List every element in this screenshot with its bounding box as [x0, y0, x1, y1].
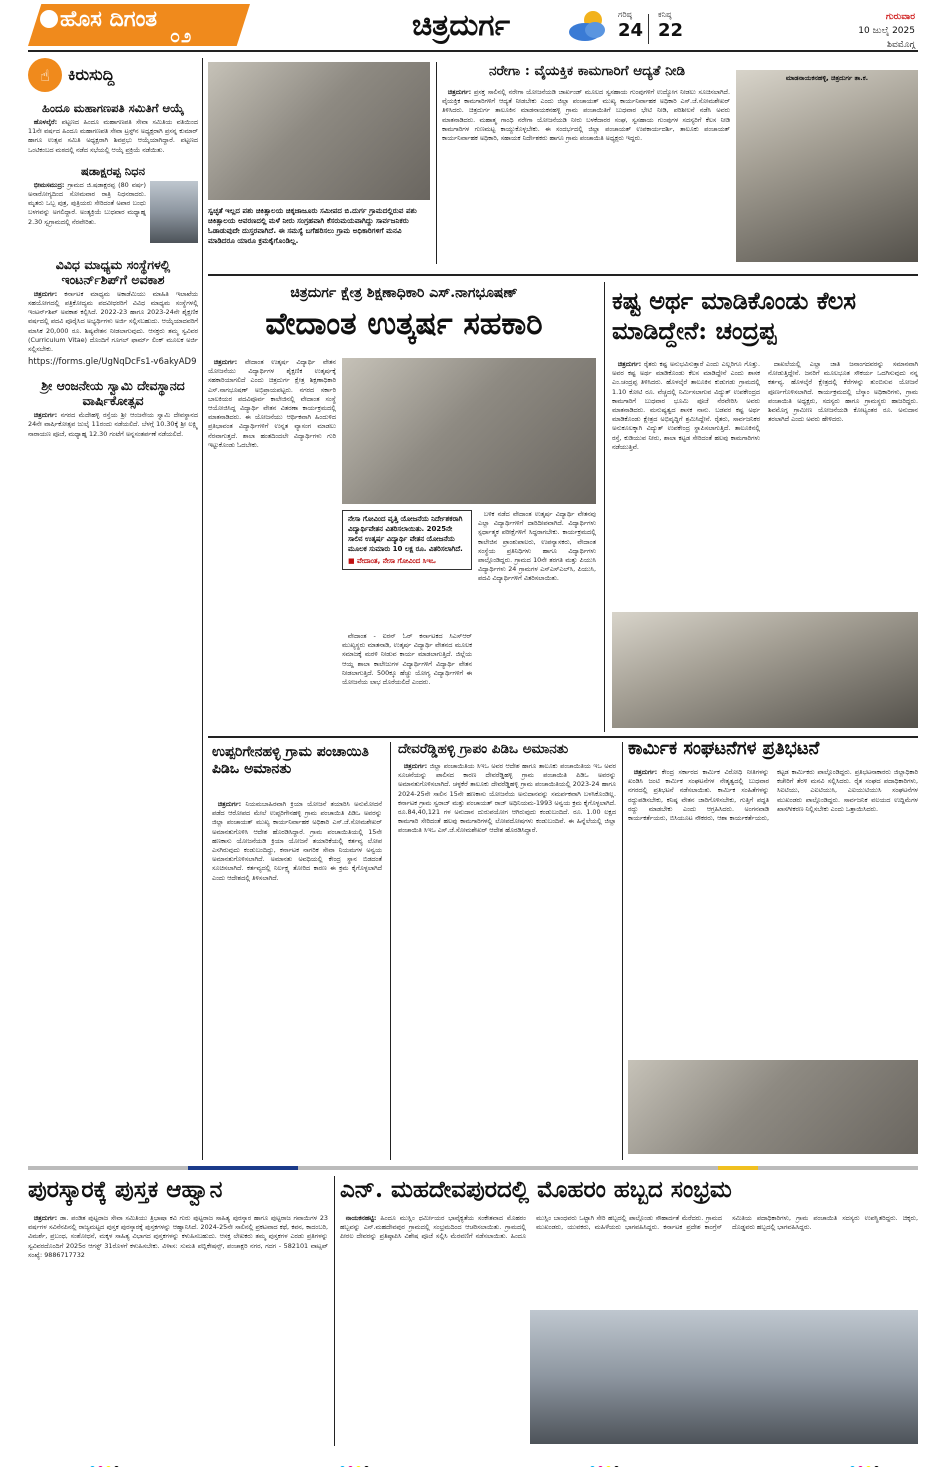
vedanta-caption: ನೇಸಾ ಗೋವಿಂದ ವೃತ್ತಿ ಯೋಜನೆಯ ನಿರ್ದೇಶಕರಾಗಿ ವಿದ್ಯಾರ್ಥಿವೇತನ ವಿತರಿಸಲಾಯಿತು. 2025ನೇ ಸಾಲಿನ ಉತ್ಕರ್ಷ ವಿದ್ಯಾರ್ಥಿ ವೇತನ ಯೋಜನೆಯ ಮೂಲಕ ಸುಮಾರು 10 ಲಕ್ಷ ರೂ. ವಿತರಿಸಲಾಗಿದೆ. — [348, 515, 463, 553]
devareddy-dateline: ಚಿತ್ರದುರ್ಗ: — [403, 762, 428, 770]
registration-marks — [590, 1456, 622, 1467]
nrega-photo — [736, 70, 918, 262]
max-temp: 24 — [618, 20, 644, 41]
brief-text: ಪಟ್ಟಣದ ಹಿಂದೂ ಮಹಾಗಣಪತಿ ಸೇವಾ ಸಮಿತಿಯ ವತಿಯಿಂದ 11ನೇ ವರ್ಷದ ಹಿಂದೂ ಮಹಾಗಣಪತಿ ಸೇವಾ ಟ್ರಸ್ಟ್‌ನ ಅಧ್ಯಕ್ಷರಾಗಿ ಪ್ರಸನ್ನ ಕುಮಾರ್ ಹಾಗೂ ಉತ್ಸವ ಸಮಿತಿ ಅಧ್ಯಕ್ಷರಾಗಿ ಶಿವಪ್ರಭು ಆಯ್ಕೆಯಾಗಿದ್ದಾರೆ. ಪಟ್ಟಣದ ಒಂಟಿಕಂಬದ ಮಠದಲ್ಲಿ ನಡೆದ ಸಭೆಯಲ್ಲಿ ಆಯ್ಕೆ ಪ್ರಕ್ರಿಯೆ ನಡೆಯಿತು. — [28, 118, 198, 154]
karmika-text: ಕೇಂದ್ರ ಸರ್ಕಾರದ ಕಾರ್ಮಿಕ ವಿರೋಧಿ ನೀತಿಗಳನ್ನು ಖಂಡಿಸಿ ಜಂಟಿ ಕಾರ್ಮಿಕ ಸಂಘಟನೆಗಳ ನೇತೃತ್ವದಲ್ಲಿ ಬುಧವಾರ ನಗರದಲ್ಲಿ ಪ್ರತಿಭಟನೆ ನಡೆಸಲಾಯಿತು. ಕಾರ್ಮಿಕ ಸಂಹಿತೆಗಳನ್ನು ರದ್ದುಪಡಿಸಬೇಕು, ಕನಿಷ್ಠ ವೇತನ ಜಾರಿಗೊಳಿಸಬೇಕು, ಗುತ್ತಿಗೆ ಪದ್ಧತಿ ರದ್ದು ಮಾಡಬೇಕು ಎಂದು ಆಗ್ರಹಿಸಿದರು. ಅಂಗನವಾಡಿ ಕಾರ್ಯಕರ್ತೆಯರು, ಬಿಸಿಯೂಟ ನೌಕರರು, ಆಶಾ ಕಾರ್ಯಕರ್ತೆಯರು, ಕಟ್ಟಡ ಕಾರ್ಮಿಕರು ಪಾಲ್ಗೊಂಡಿದ್ದರು. ಪ್ರತಿಭಟನಾಕಾರರು ಜಿಲ್ಲಾಧಿಕಾರಿ ಕಚೇರಿಗೆ ತೆರಳಿ ಮನವಿ ಸಲ್ಲಿಸಿದರು. ರೈತ ಸಂಘದ ಪದಾಧಿಕಾರಿಗಳು, ಸಿಐಟಿಯು, ಎಐಟಿಯುಸಿ, ಎಐಯುಟಿಯುಸಿ ಸಂಘಟನೆಗಳ ಮುಖಂಡರು ಪಾಲ್ಗೊಂಡಿದ್ದರು. ಸಾರ್ವಜನಿಕ ವಲಯದ ಉದ್ದಿಮೆಗಳ ಖಾಸಗೀಕರಣ ನಿಲ್ಲಿಸಬೇಕು ಎಂದು ಒತ್ತಾಯಿಸಿದರು. — [628, 768, 918, 823]
max-temp-block — [618, 10, 643, 41]
moharam-dateline: ನಾಯಕನಹಟ್ಟಿ: — [345, 1214, 377, 1222]
registration-marks — [850, 1456, 882, 1467]
newspaper-logo: ಹೊಸ ದಿಗಂತ — [60, 6, 158, 32]
briefs-column — [28, 58, 198, 440]
nrega-dateline: ಚಿತ್ರದುರ್ಗ: — [447, 88, 472, 96]
chandrappa-text-right: ದಾಖಲೆಯಲ್ಲಿ ಎಲ್ಲಾ ಜಾತಿ ಜನಾಂಗದವರನ್ನು ಸಮಾನವಾಗಿ ನೋಡುತ್ತಿದ್ದೇನೆ. ಜನರಿಗೆ ಮೂಲಭೂತ ಸೌಕರ್ಯ ಒದಗಿಸುವುದು ನನ್ನ ಕರ್ತವ್ಯ. ಹೊಳಲ್ಕೆರೆ ಕ್ಷೇತ್ರದಲ್ಲಿ ಕೆರೆಗಳನ್ನು ತುಂಬಿಸುವ ಯೋಜನೆ ಪೂರ್ಣಗೊಳಿಸಲಾಗಿದೆ. ಕಾರ್ಯಕ್ರಮದಲ್ಲಿ ಬೆಸ್ಕಾಂ ಅಧಿಕಾರಿಗಳು, ಗ್ರಾಮ ಪಂಚಾಯಿತಿ ಅಧ್ಯಕ್ಷರು, ಸದಸ್ಯರು ಹಾಗೂ ಗ್ರಾಮಸ್ಥರು ಹಾಜರಿದ್ದರು. ಶಿವಮೊಗ್ಗ ಗ್ರಾಮೀಣ ಯೋಜನೆಯಡಿ ಕೋಟ್ಯಂತರ ರೂ. ಅನುದಾನ ತರಲಾಗಿದೆ ಎಂದು ಅವರು ಹೇಳಿದರು. — [768, 360, 918, 424]
briefs-header — [28, 58, 198, 92]
weather-cloud-icon — [565, 8, 609, 44]
nrega-photo-sign: ಮಾಡನಾಯಕನಹಳ್ಳಿ, ಚಿತ್ರದುರ್ಗ ತಾ.ಕ. — [785, 74, 869, 82]
vedanta-caption-box — [342, 510, 472, 570]
brief-text: ನಗರದ ಮೆದೇಹಳ್ಳಿ ರಸ್ತೆಯ ಶ್ರೀ ಆಂಜನೇಯ ಸ್ವಾಮಿ ದೇವಸ್ಥಾನದ 24ನೇ ವಾರ್ಷಿಕೋತ್ಸವ ಜುಲೈ 11ರಂದು ನಡೆಯಲಿದೆ. ಬೆಳಗ್ಗೆ 10.30ಕ್ಕೆ ಶ್ರೀ ಲಕ್ಷ್ಮಿ ನಾರಾಯಣ ಪೂಜೆ, ಮಧ್ಯಾಹ್ನ 12.30 ಗಂಟೆಗೆ ಅನ್ನಸಂತರ್ಪಣೆ ನಡೆಯಲಿದೆ. — [28, 411, 198, 438]
nrega-headline: ನರೇಗಾ : ವೈಯಕ್ತಿಕ ಕಾಮಗಾರಿಗೆ ಆದ್ಯತೆ ನೀಡಿ — [488, 63, 686, 79]
page-number: ೦೨ — [170, 26, 193, 47]
moharam-headline: ಎನ್. ಮಹದೇವಪುರದಲ್ಲಿ ಮೊಹರಂ ಹಬ್ಬದ ಸಂಭ್ರಮ — [340, 1176, 732, 1203]
moharam-text: ಹಿಂದೂ ಮುಸ್ಲಿಂ ಧರ್ಮೀಯರ ಭಾವೈಕ್ಯತೆಯ ಸಂಕೇತವಾದ ಮೊಹರಂ ಹಬ್ಬವನ್ನು ಎನ್.ಮಹದೇವಪುರ ಗ್ರಾಮದಲ್ಲಿ ಸಂಭ್ರಮದಿಂದ ಆಚರಿಸಲಾಯಿತು. ಗ್ರಾಮದಲ್ಲಿ ಪೀರಲ ದೇವರನ್ನು ಪ್ರತಿಷ್ಠಾಪಿಸಿ ವಿಶೇಷ ಪೂಜೆ ಸಲ್ಲಿಸಿ ಮೆರವಣಿಗೆ ನಡೆಸಲಾಯಿತು. ಹಿಂದೂ ಮುಸ್ಲಿಂ ಬಾಂಧವರು ಒಟ್ಟಾಗಿ ಸೇರಿ ಹಬ್ಬದಲ್ಲಿ ಪಾಲ್ಗೊಂಡು ಸೌಹಾರ್ದತೆ ಮೆರೆದರು. ಗ್ರಾಮದ ಮುಖಂಡರು, ಯುವಕರು, ಮಹಿಳೆಯರು ಭಾಗವಹಿಸಿದ್ದರು. ಕರ್ನಾಟಕ ಪ್ರದೇಶ ಕಾಂಗ್ರೆಸ್ ಸಮಿತಿಯ ಪದಾಧಿಕಾರಿಗಳು, ಗ್ರಾಮ ಪಂಚಾಯಿತಿ ಸದಸ್ಯರು ಉಪಸ್ಥಿತರಿದ್ದರು. ಚಿಕ್ಕರು, ದೊಡ್ಡವರು ಹಬ್ಬದಲ್ಲಿ ಭಾಗವಹಿಸಿದ್ದರು. — [340, 1214, 918, 1241]
brief-headline: ಷಡಾಕ್ಷರಪ್ಪ ನಿಧನ — [81, 163, 145, 178]
chandrappa-headline: ಕಷ್ಟ ಅರ್ಥ ಮಾಡಿಕೊಂಡು ಕೆಲಸ ಮಾಡಿದ್ದೇನೆ: ಚಂದ್ರಪ್ಪ — [612, 286, 856, 345]
pustaka-dateline: ಚಿತ್ರದುರ್ಗ: — [33, 1214, 58, 1222]
uppari-body — [212, 800, 382, 884]
devareddy-text: ಜಿಲ್ಲಾ ಪಂಚಾಯಿತಿಯ ಸಿಇಒ ಅವರ ಆದೇಶ ಹಾಗೂ ತಾಲೂಕು ಪಂಚಾಯಿತಿಯ ಇಒ ಅವರ ಸೂಚನೆಯನ್ನು ಪಾಲಿಸದ ಕಾರಣ ದೇವರೆಡ್ಡಿಹಳ್ಳಿ ಗ್ರಾಮ ಪಂಚಾಯಿತಿ ಪಿಡಿಒ ಅವರನ್ನು ಅಮಾನತುಗೊಳಿಸಲಾಗಿದೆ. ಚಳ್ಳಕೆರೆ ತಾಲೂಕು ದೇವರೆಡ್ಡಿಹಳ್ಳಿ ಗ್ರಾಮ ಪಂಚಾಯಿತಿಯಲ್ಲಿ 2023-24 ಹಾಗೂ 2024-25ನೇ ಸಾಲಿನ 15ನೇ ಹಣಕಾಸು ಯೋಜನೆಯ ಅನುದಾನವನ್ನು ಸಮರ್ಪಕವಾಗಿ ಬಳಸಿಕೊಂಡಿಲ್ಲ. ಕರ್ನಾಟಕ ಗ್ರಾಮ ಸ್ವರಾಜ್ ಮತ್ತು ಪಂಚಾಯತ್ ರಾಜ್ ಅಧಿನಿಯಮ-1993 ಅನ್ವಯ ಕ್ರಮ ಕೈಗೊಳ್ಳಲಾಗಿದೆ. ರೂ.84,40,121 ಗಳ ಅನುದಾನ ದುರುಪಯೋಗ ಆಗಿರುವುದು ಕಂಡುಬಂದಿದೆ. ರೂ. 1.00 ಲಕ್ಷದ ಕಾಮಗಾರಿ ಸೇರಿದಂತೆ ಹಲವು ಕಾಮಗಾರಿಗಳಲ್ಲಿ ಲೋಪದೋಷಗಳು ಕಂಡುಬಂದಿವೆ. ಈ ಹಿನ್ನೆಲೆಯಲ್ಲಿ ಜಿಲ್ಲಾ ಪಂಚಾಯಿತಿ ಸಿಇಒ ಎಸ್.ಜೆ.ಸೋಮಶೇಖರ್ ಆದೇಶ ಹೊರಡಿಸಿದ್ದಾರೆ. — [398, 762, 616, 835]
edition-name: ಶಿವಮೊಗ್ಗ — [887, 40, 915, 50]
pustaka-text: ಡಾ. ಪಂಡಿತ ಪುಟ್ಟರಾಜ ಸೇವಾ ಸಮಿತಿಯು ತ್ರಿಭಾಷಾ ಕವಿ ಗುರು ಪುಟ್ಟರಾಜ ಸಾಹಿತ್ಯ ಪುರಸ್ಕಾರ ಹಾಗೂ ಪುಟ್ಟರಾಜ ಗವಾಯಿಗಳ 23 ವರ್ಷಗಳ ಸವಿನೆನಪಿನಲ್ಲಿ ರಾಜ್ಯಮಟ್ಟದ ಪುಸ್ತಕ ಪುರಸ್ಕಾರಕ್ಕೆ ಪುಸ್ತಕಗಳನ್ನು ಆಹ್ವಾನಿಸಿದೆ. 2024-25ನೇ ಸಾಲಿನಲ್ಲಿ ಪ್ರಕಟವಾದ ಕಥೆ, ಕವನ, ಕಾದಂಬರಿ, ವಿಮರ್ಶೆ, ಪ್ರಬಂಧ, ಸಂಶೋಧನೆ, ಮಕ್ಕಳ ಸಾಹಿತ್ಯ ವಿಭಾಗದ ಪುಸ್ತಕಗಳನ್ನು ಕಳುಹಿಸಬಹುದು. ಆಸಕ್ತ ಲೇಖಕರು ತಮ್ಮ ಪುಸ್ತಕಗಳ ಎರಡು ಪ್ರತಿಗಳನ್ನು ಸ್ವವಿವರದೊಂದಿಗೆ 2025ರ ಆಗಸ್ಟ್ 31ರೊಳಗೆ ಕಳುಹಿಸಬೇಕು. ವಿಳಾಸ: ಸುಮತಿ ಪಬ್ಲಿಕೇಷನ್ಸ್, ಪಂಚಾಕ್ಷರಿ ನಗರ, ಗದಗ - 582101 ವಾಟ್ಸಪ್ ಸಂಖ್ಯೆ: 9886717732 — [28, 1214, 328, 1259]
uppari-headline: ಉಪ್ಪರಿಗೇನಹಳ್ಳಿ ಗ್ರಾಮ ಪಂಚಾಯಿತಿ ಪಿಡಿಒ ಅಮಾನತು — [212, 744, 369, 777]
pustaka-headline: ಪುರಸ್ಕಾರಕ್ಕೆ ಪುಸ್ತಕ ಆಹ್ವಾನ — [28, 1176, 223, 1203]
vedanta-body-mid — [342, 632, 472, 688]
vet-hospital-caption: ಸ್ವಚ್ಛತೆ ಇಲ್ಲದ ಪಶು ಚಿಕಿತ್ಸಾಲಯ ಚಿಕ್ಕಜಾಜೂರು ಸಮೀಪದ ಬಿ.ದುರ್ಗ ಗ್ರಾಮದಲ್ಲಿರುವ ಪಶು ಚಿಕಿತ್ಸಾಲಯ ಆವರಣದಲ್ಲಿ ಮಳೆ ನೀರು ಸಂಗ್ರಹವಾಗಿ ಕೆಸರುಮಯವಾಗಿದ್ದು ಸಾರ್ವಜನಿಕರು ಓಡಾಡುವುದೇ ದುಸ್ತರವಾಗಿದೆ. ಈ ಸಮಸ್ಯೆ ಬಗೆಹರಿಸಲು ಗ್ರಾಮ ಅಧಿಕಾರಿಗಳಿಗೆ ಮನವಿ ಮಾಡಿದರೂ ಯಾರೂ ಕ್ರಮಕೈಗೊಂಡಿಲ್ಲ. — [208, 206, 417, 245]
min-temp-block — [658, 10, 683, 41]
karmika-headline: ಕಾರ್ಮಿಕ ಸಂಘಟನೆಗಳ ಪ್ರತಿಭಟನೆ — [628, 738, 820, 759]
uppari-text: ನಿಯಮಬಾಹಿರವಾಗಿ ಕ್ರಿಯಾ ಯೋಜನೆ ತಯಾರಿಸಿ ಅನುಮೋದನೆ ಪಡೆದ ಆರೋಪದ ಮೇಲೆ ಉಪ್ಪರಿಗೇನಹಳ್ಳಿ ಗ್ರಾಮ ಪಂಚಾಯಿತಿ ಪಿಡಿಒ ಅವರನ್ನು ಜಿಲ್ಲಾ ಪಂಚಾಯತ್ ಮುಖ್ಯ ಕಾರ್ಯನಿರ್ವಾಹಕ ಅಧಿಕಾರಿ ಎಸ್.ಜೆ.ಸೋಮಶೇಖರ್ ಅಮಾನತುಗೊಳಿಸಿ ಆದೇಶ ಹೊರಡಿಸಿದ್ದಾರೆ. ಗ್ರಾಮ ಪಂಚಾಯಿತಿಯಲ್ಲಿ 15ನೇ ಹಣಕಾಸು ಯೋಜನೆಯಡಿ ಕ್ರಿಯಾ ಯೋಜನೆ ತಯಾರಿಕೆಯಲ್ಲಿ ಕರ್ತವ್ಯ ಲೋಪ ಎಸಗಿರುವುದು ಕಂಡುಬಂದಿದ್ದು, ಕರ್ನಾಟಕ ನಾಗರಿಕ ಸೇವಾ ನಿಯಮಗಳ ಅನ್ವಯ ಅಮಾನತುಗೊಳಿಸಲಾಗಿದೆ. ಅಮಾನತು ಅವಧಿಯಲ್ಲಿ ಕೇಂದ್ರ ಸ್ಥಾನ ಬಿಡದಂತೆ ಸೂಚಿಸಲಾಗಿದೆ. ಕರ್ತವ್ಯದಲ್ಲಿ ನಿರ್ಲಕ್ಷ್ಯ ತೋರಿದ ಕಾರಣ ಈ ಕ್ರಮ ಕೈಗೊಳ್ಳಲಾಗಿದೆ ಎಂದು ಆದೇಶದಲ್ಲಿ ತಿಳಿಸಲಾಗಿದೆ. — [212, 800, 382, 882]
moharam-body — [340, 1214, 918, 1306]
bar-segment-blue — [188, 1166, 298, 1170]
column-rule — [390, 742, 391, 1160]
nrega-text: ಪ್ರಸಕ್ತ ಸಾಲಿನಲ್ಲಿ ನರೇಗಾ ಯೋಜನೆಯಡಿ ಜಾರ್ಖಂಡ್ ಮೂಲದ ಸ್ವಸಹಾಯ ಗುಂಪುಗಳಿಗೆ ಉದ್ಯೋಗ ನೀಡಲು ಸೂಚಿಸಲಾಗಿದೆ. ವೈಯಕ್ತಿಕ ಕಾಮಗಾರಿಗಳಿಗೆ ಆದ್ಯತೆ ನೀಡಬೇಕು ಎಂದು ಜಿಲ್ಲಾ ಪಂಚಾಯತ್ ಮುಖ್ಯ ಕಾರ್ಯನಿರ್ವಾಹಕ ಅಧಿಕಾರಿ ಎಸ್.ಜೆ.ಸೋಮಶೇಖರ್ ತಿಳಿಸಿದರು. ಚಿತ್ರದುರ್ಗ ತಾಲೂಕಿನ ಮಾಡನಾಯಕನಹಳ್ಳಿ ಗ್ರಾಮ ಪಂಚಾಯಿತಿಗೆ ಬುಧವಾರ ಭೇಟಿ ನೀಡಿ, ಪರಿಶೀಲನೆ ನಡೆಸಿ ಅವರು ಮಾತನಾಡಿದರು. ಮಹಾತ್ಮ ಗಾಂಧಿ ನರೇಗಾ ಯೋಜನೆಯಡಿ ನೀರು ಬಳಕೆದಾರರ ಸಂಘ, ಸ್ವಸಹಾಯ ಗುಂಪುಗಳ ಸದಸ್ಯರಿಗೆ ಕೆಲಸ ನೀಡಿ ಕಾಮಗಾರಿಗಳ ಗುಣಮಟ್ಟ ಕಾಯ್ದುಕೊಳ್ಳಬೇಕು. ಈ ಸಂದರ್ಭದಲ್ಲಿ ಜಿಲ್ಲಾ ಪಂಚಾಯತ್ ಉಪಕಾರ್ಯದರ್ಶಿ, ತಾಲೂಕು ಪಂಚಾಯತ್ ಕಾರ್ಯನಿರ್ವಾಹಕ ಅಧಿಕಾರಿ, ಸಹಾಯಕ ನಿರ್ದೇಶಕರು ಹಾಗೂ ಗ್ರಾಮ ಪಂಚಾಯಿತಿ ಅಧ್ಯಕ್ಷರು ಇದ್ದರು. — [442, 88, 730, 143]
moharam-photo — [530, 1310, 918, 1444]
date-block — [800, 10, 915, 52]
brief-body — [28, 181, 146, 243]
chandrappa-text-left: ರೈತರು ಕಷ್ಟ ಅನುಭವಿಸುತ್ತಾರೆ ಎಂದು ಎಲ್ಲರಿಗೂ ಗೊತ್ತು. ಅವರ ಕಷ್ಟ ಅರ್ಥ ಮಾಡಿಕೊಂಡು ಕೆಲಸ ಮಾಡಿದ್ದೇನೆ ಎಂದು ಶಾಸಕ ಎಂ.ಚಂದ್ರಪ್ಪ ತಿಳಿಸಿದರು. ಹೊಳಲ್ಕೆರೆ ತಾಲೂಕಿನ ಕುಡುಗಡು ಗ್ರಾಮದಲ್ಲಿ 1.10 ಕೋಟಿ ರೂ. ವೆಚ್ಚದಲ್ಲಿ ನಿರ್ಮಿಸಲಾಗುವ ವಿದ್ಯುತ್ ಉಪಕೇಂದ್ರದ ಕಾಮಗಾರಿಗೆ ಬುಧವಾರ ಭೂಮಿ ಪೂಜೆ ನೆರವೇರಿಸಿ ಅವರು ಮಾತನಾಡಿದರು. ಮನುಷ್ಯತ್ವದ ಶಾಸಕ ನಾನು. ಬಡವರ ಕಷ್ಟ ಅರ್ಥ ಮಾಡಿಕೊಂಡು ಕ್ಷೇತ್ರದ ಅಭಿವೃದ್ಧಿಗೆ ಶ್ರಮಿಸಿದ್ದೇನೆ. ರೈತರು, ಸಾರ್ವಜನಿಕರ ಅನುಕೂಲಕ್ಕಾಗಿ ವಿದ್ಯುತ್ ಉಪಕೇಂದ್ರ ಸ್ಥಾಪಿಸಲಾಗುತ್ತಿದೆ. ತಾಲೂಕಿನಲ್ಲಿ ರಸ್ತೆ, ಕುಡಿಯುವ ನೀರು, ಶಾಲಾ ಕಟ್ಟಡ ಸೇರಿದಂತೆ ಹಲವು ಕಾಮಗಾರಿಗಳು ನಡೆಯುತ್ತಿವೆ. — [612, 360, 760, 451]
brief-headline: ಹಿಂದೂ ಮಹಾಗಣಪತಿ ಸಮಿತಿಗೆ ಆಯ್ಕೆ — [42, 101, 184, 115]
devareddy-headline: ದೇವರೆಡ್ಡಿಹಳ್ಳಿ ಗ್ರಾಪಂ ಪಿಡಿಒ ಅಮಾನತು — [398, 741, 569, 757]
chandrappa-body-left — [612, 360, 760, 453]
vedanta-headline: ವೇದಾಂತ ಉತ್ಕರ್ಷ ಸಹಕಾರಿ — [265, 306, 543, 342]
min-temp: 22 — [658, 20, 684, 41]
min-temp-label: ಕನಿಷ್ಠ — [658, 10, 672, 19]
column-rule — [202, 58, 203, 1160]
brief-body — [28, 290, 198, 368]
vedanta-text-mid: ವೇದಾಂತ - ಐರನ್ ಓರ್ ಕರ್ನಾಟಕದ ಸಿಎಸ್ಆರ್ ಮುಖ್ಯಸ್ಥರು ಮಾತನಾಡಿ, ಉತ್ಕರ್ಷ ವಿದ್ಯಾರ್ಥಿ ವೇತನದ ಮೂಲಕ ಸಮಾಜಕ್ಕೆ ಮರಳಿ ನೀಡುವ ಕಾರ್ಯ ಮಾಡಲಾಗುತ್ತಿದೆ. ಜಿಲ್ಲೆಯ ಆಯ್ದ ಶಾಲಾ ಕಾಲೇಜುಗಳ ವಿದ್ಯಾರ್ಥಿಗಳಿಗೆ ವಿದ್ಯಾರ್ಥಿ ವೇತನ ನೀಡಲಾಗುತ್ತಿದೆ. 500ಕ್ಕೂ ಹೆಚ್ಚು ಯೋಗ್ಯ ವಿದ್ಯಾರ್ಥಿಗಳಿಗೆ ಈ ಯೋಜನೆಯ ಲಾಭ ದೊರೆಯಲಿದೆ ಎಂದರು. — [342, 632, 472, 687]
issue-date: 10 ಜುಲೈ 2025 — [858, 26, 915, 36]
brief-headline: ವಿವಿಧ ಮಾಧ್ಯಮ ಸಂಸ್ಥೆಗಳಲ್ಲಿ ಇಂಟರ್ನ್‌ಶಿಪ್‌ಗೆ ಅವಕಾಶ — [55, 256, 171, 287]
hand-icon: ☝ — [28, 58, 62, 92]
bar-segment-grey — [298, 1166, 718, 1170]
edition-city: ಚಿತ್ರದುರ್ಗ — [412, 8, 511, 43]
vedanta-body-left — [208, 358, 336, 451]
section-color-bar — [28, 1166, 918, 1170]
brief-dateline: ಹೊಳಲ್ಕೆರೆ: — [33, 118, 58, 126]
chandrappa-photo — [612, 612, 918, 728]
form-link[interactable]: https://forms.gle/UgNqDcFs1-v6akyAD9 — [28, 357, 197, 368]
vet-hospital-photo — [208, 62, 430, 200]
bar-segment-grey — [28, 1166, 188, 1170]
max-temp-label: ಗರಿಷ್ಠ — [618, 10, 632, 19]
masthead-rule — [28, 50, 918, 52]
vedanta-caption-credit: ■ ವೇದಾಂತ, ನೇಸಾ ಗೋವಿಂದ ಸಿಇಒ — [348, 557, 436, 565]
brief-dateline: ಚಿತ್ರದುರ್ಗ: — [33, 411, 58, 420]
vedanta-photo — [342, 358, 596, 504]
brief-headline: ಶ್ರೀ ಆಂಜನೇಯ ಸ್ವಾಮಿ ದೇವಸ್ಥಾನದ ವಾರ್ಷಿಕೋತ್ಸವ — [41, 378, 185, 409]
temp-divider — [648, 14, 649, 44]
nrega-body — [442, 88, 730, 144]
registration-marks — [90, 1456, 122, 1467]
brief-dateline: ಭೀಮಸಮುದ್ರ: — [33, 180, 65, 189]
vedanta-text-right: ಬಳಿಕ ನಡೆದ ವೇದಾಂತ ಉತ್ಕರ್ಷ ವಿದ್ಯಾರ್ಥಿ ವೇತನವು ಎಲ್ಲಾ ವಿದ್ಯಾರ್ಥಿಗಳಿಗೆ ದಾರಿದೀಪವಾಗಿದೆ. ವಿದ್ಯಾರ್ಥಿಗಳು ಸ್ಪರ್ಧಾತ್ಮಕ ಪರೀಕ್ಷೆಗಳಿಗೆ ಸಿದ್ಧರಾಗಬೇಕು. ಕಾರ್ಯಕ್ರಮದಲ್ಲಿ ಕಾಲೇಜಿನ ಪ್ರಾಂಶುಪಾಲರು, ಉಪನ್ಯಾಸಕರು, ವೇದಾಂತ ಸಂಸ್ಥೆಯ ಪ್ರತಿನಿಧಿಗಳು ಹಾಗೂ ವಿದ್ಯಾರ್ಥಿಗಳು ಪಾಲ್ಗೊಂಡಿದ್ದರು. ಗ್ರಾಮದ 10ನೇ ತರಗತಿ ಮತ್ತು ಪಿಯುಸಿ ವಿದ್ಯಾರ್ಥಿಗಳು 24 ಗ್ರಾಮಗಳ ಎಸ್ಎಸ್ಎಲ್‌ಸಿ, ಪಿಯುಸಿ, ಪದವಿ ವಿದ್ಯಾರ್ಥಿಗಳಿಗೆ ವಿತರಿಸಲಾಯಿತು. — [478, 510, 596, 583]
devareddy-body — [398, 762, 616, 837]
brief-body — [28, 118, 198, 155]
section-rule — [208, 274, 918, 276]
column-rule — [436, 62, 437, 264]
brief-text: ಗ್ರಾಮದ ಜಿ.ಷಡಾಕ್ಷರಪ್ಪ (80 ವರ್ಷ) ಅನಾರೋಗ್ಯದಿಂದ ಸೋಮವಾರ ರಾತ್ರಿ ನಿಧನರಾದರು. ಮೃತರು ಒಬ್ಬ ಪುತ್ರ, ಪುತ್ರಿಯರು ಸೇರಿದಂತೆ ಅಪಾರ ಬಂಧು ಬಳಗವನ್ನು ಅಗಲಿದ್ದಾರೆ. ಅಂತ್ಯಕ್ರಿಯೆ ಬುಧವಾರ ಮಧ್ಯಾಹ್ನ 2.30 ಸ್ವಗ್ರಾಮದಲ್ಲಿ ನೆರವೇರಿತು. — [28, 180, 146, 226]
vedanta-kicker: ಚಿತ್ರದುರ್ಗ ಕ್ಷೇತ್ರ ಶಿಕ್ಷಣಾಧಿಕಾರಿ ಎಸ್.ನಾಗಭೂಷಣ್ — [290, 285, 518, 301]
bar-segment-yellow — [718, 1166, 758, 1170]
column-rule — [334, 1176, 335, 1446]
bar-segment-grey — [758, 1166, 918, 1170]
chandrappa-body-right — [768, 360, 918, 425]
obituary-block — [28, 181, 198, 243]
pustaka-body — [28, 1214, 328, 1261]
brief-text: ಕರ್ನಾಟಕ ಮಾಧ್ಯಮ ಅಕಾಡೆಮಿಯು ಮಾಹಿತಿ ಇಲಾಖೆಯ ಸಹಯೋಗದಲ್ಲಿ ಪತ್ರಿಕೋದ್ಯಮ ಪದವೀಧರರಿಗೆ ವಿವಿಧ ಮಾಧ್ಯಮ ಸಂಸ್ಥೆಗಳಲ್ಲಿ ಇಂಟರ್ನ್‌ಶಿಪ್ ಅವಕಾಶ ಕಲ್ಪಿಸಿದೆ. 2022-23 ಹಾಗೂ 2023-24ನೇ ಶೈಕ್ಷಣಿಕ ವರ್ಷದಲ್ಲಿ ಪದವಿ ಪೂರೈಸಿದ ಅಭ್ಯರ್ಥಿಗಳು ಅರ್ಜಿ ಸಲ್ಲಿಸಬಹುದು. ಆಯ್ಕೆಯಾದವರಿಗೆ ಮಾಸಿಕ 20,000 ರೂ. ಶಿಷ್ಯವೇತನ ನೀಡಲಾಗುವುದು. ಆಸಕ್ತರು ತಮ್ಮ ಸ್ವವಿವರ (Curriculum Vitae) ದೊಂದಿಗೆ ಗೂಗಲ್ ಫಾರ್ಮ್ ಲಿಂಕ್ ಮೂಲಕ ಅರ್ಜಿ ಸಲ್ಲಿಸಬೇಕು. — [28, 289, 198, 354]
briefs-title: ಕಿರುಸುದ್ದಿ — [68, 65, 115, 84]
column-rule — [622, 742, 623, 1160]
vedanta-text-left: ವೇದಾಂತ ಉತ್ಕರ್ಷ ವಿದ್ಯಾರ್ಥಿ ವೇತನ ಯೋಜನೆಯು ವಿದ್ಯಾರ್ಥಿಗಳ ಶೈಕ್ಷಣಿಕ ಉತ್ಕರ್ಷಕ್ಕೆ ಸಹಕಾರಿಯಾಗಲಿದೆ ಎಂದು ಚಿತ್ರದುರ್ಗ ಕ್ಷೇತ್ರ ಶಿಕ್ಷಣಾಧಿಕಾರಿ ಎಸ್.ನಾಗಭೂಷಣ್ ಅಭಿಪ್ರಾಯಪಟ್ಟರು. ನಗರದ ಸರ್ಕಾರಿ ಬಾಲಕಿಯರ ಪದವಿಪೂರ್ವ ಕಾಲೇಜಿನಲ್ಲಿ ವೇದಾಂತ ಸಂಸ್ಥೆ ಆಯೋಜಿಸಿದ್ದ ವಿದ್ಯಾರ್ಥಿ ವೇತನ ವಿತರಣಾ ಕಾರ್ಯಕ್ರಮದಲ್ಲಿ ಮಾತನಾಡಿದರು. ಈ ಯೋಜನೆಯು ಆರ್ಥಿಕವಾಗಿ ಹಿಂದುಳಿದ ಪ್ರತಿಭಾವಂತ ವಿದ್ಯಾರ್ಥಿಗಳಿಗೆ ಉನ್ನತ ವ್ಯಾಸಂಗ ಮಾಡಲು ನೆರವಾಗುತ್ತದೆ. ಶಾಲಾ ಹಂತದಿಂದಲೇ ವಿದ್ಯಾರ್ಥಿಗಳು ಗುರಿ ಇಟ್ಟುಕೊಂಡು ಓದಬೇಕು. — [208, 358, 336, 449]
logo-emblem-icon — [40, 10, 58, 28]
uppari-dateline: ಚಿತ್ರದುರ್ಗ: — [217, 800, 242, 808]
registration-marks — [340, 1456, 372, 1467]
karmika-dateline: ಚಿತ್ರದುರ್ಗ: — [633, 768, 658, 776]
chandrappa-dateline: ಚಿತ್ರದುರ್ಗ: — [617, 360, 642, 368]
obituary-portrait — [150, 181, 198, 243]
brief-dateline: ಚಿತ್ರದುರ್ಗ: — [33, 289, 58, 298]
vedanta-body-right — [478, 510, 596, 585]
column-rule — [604, 282, 605, 732]
vedanta-dateline: ಚಿತ್ರದುರ್ಗ: — [213, 358, 238, 366]
weekday: ಗುರುವಾರ — [885, 12, 915, 22]
protest-photo — [628, 1060, 918, 1154]
brief-body — [28, 411, 198, 439]
